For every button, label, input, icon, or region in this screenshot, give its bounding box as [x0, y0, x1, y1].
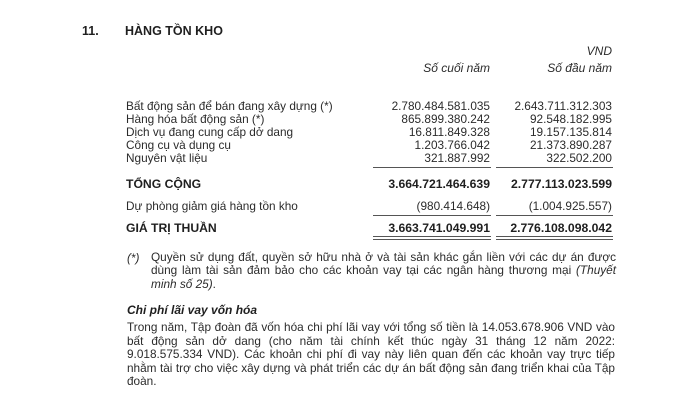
double-rule-top [373, 236, 491, 237]
row-label: Bất động sản để bán đang xây dựng (*) [126, 99, 333, 113]
provision-row [0, 199, 680, 213]
total-value-end: 3.664.721.464.639 [388, 177, 490, 191]
subtotal-rule [373, 167, 491, 168]
row-label: Nguyên vật liệu [126, 151, 208, 165]
footnote-text [151, 251, 616, 291]
total-label: TỔNG CỘNG [126, 177, 202, 191]
row-label: Công cụ và dụng cụ [126, 138, 231, 152]
row-value-end: 2.780.484.581.035 [391, 99, 490, 113]
column-header-end-of-year: Số cuối năm [423, 61, 490, 75]
row-value-begin: 322.502.200 [546, 151, 612, 165]
row-value-end: 16.811.849.328 [408, 125, 490, 139]
total-row [0, 177, 680, 191]
section-number: 11. [82, 24, 99, 38]
currency-unit: VND [586, 44, 612, 58]
row-label: Hàng hóa bất động sản (*) [126, 112, 265, 126]
subsection-paragraph: Trong năm, Tập đoàn đã vốn hóa chi phí lãi vay với tổng số tiền là 14.053.678.906 VND vào bất động sản dở dang (cho năm tài chính kết thúc ngày 31 tháng 12 năm 2022: 9.018.575.334 VND). Các khoản chi phí đi vay này liên quan đến các khoản vay trực tiếp nhằm tài trợ cho việc xây dựng và phát triển các dự án bất động sản đang triển khai của Tập đoàn. [127, 320, 615, 389]
net-rule [373, 215, 491, 216]
row-value-begin: 92.548.182.995 [529, 112, 612, 126]
provision-value-begin: (1.004.925.557) [528, 199, 612, 213]
net-value-end: 3.663.741.049.991 [388, 221, 490, 235]
double-rule-bottom [496, 239, 613, 240]
provision-value-end: (980.414.648) [416, 199, 490, 213]
table-row [0, 151, 680, 165]
footnote-end: . [212, 276, 216, 291]
footnote-mark: (*) [127, 251, 140, 265]
footnote-reference: (Thuyết minh số 25) [151, 263, 616, 291]
net-value-label: GIÁ TRỊ THUẦN [126, 221, 217, 235]
total-value-begin: 2.777.113.023.599 [511, 177, 612, 191]
row-value-begin: 21.373.890.287 [529, 138, 612, 152]
row-value-end: 1.203.766.042 [414, 138, 490, 152]
provision-label: Dự phòng giảm giá hàng tồn kho [126, 199, 298, 213]
table-row [0, 125, 680, 139]
row-label: Dịch vụ đang cung cấp dở dang [126, 125, 294, 139]
row-value-begin: 19.157.135.814 [529, 125, 612, 139]
net-value-row [0, 221, 680, 235]
subsection-title: Chi phí lãi vay vốn hóa [127, 303, 258, 317]
double-rule-top [496, 236, 613, 237]
double-rule-bottom [373, 239, 491, 240]
footnote-body: Quyền sử dụng đất, quyền sở hữu nhà ở và tài sản khác gắn liền với các dự án được dùng làm tài sản đảm bảo cho các khoản vay tại các ngân hàng thương mại [151, 250, 616, 278]
table-row [0, 138, 680, 152]
subtotal-rule [496, 167, 613, 168]
row-value-end: 321.887.992 [424, 151, 490, 165]
row-value-begin: 2.643.711.312.303 [514, 99, 612, 113]
net-rule [496, 215, 613, 216]
section-title: HÀNG TỒN KHO [125, 24, 223, 38]
table-row [0, 99, 680, 113]
row-value-end: 865.899.380.242 [401, 112, 490, 126]
column-header-beginning-of-year: Số đầu năm [547, 61, 612, 75]
net-value-begin: 2.776.108.098.042 [510, 221, 612, 235]
table-row [0, 112, 680, 126]
